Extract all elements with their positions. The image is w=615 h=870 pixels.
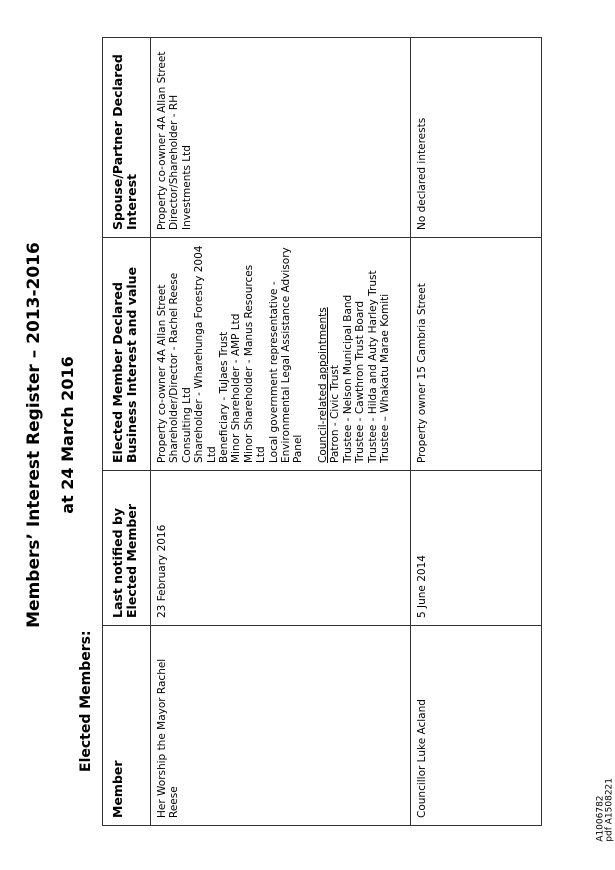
spouse-interest-cell [151,38,411,238]
council-appointment-item: Trustee - Nelson Municipal Band [341,294,354,463]
spouse-interest-item: Property co-owner 4A Allan Street [156,51,168,230]
column-header-last-notified: Last notified by Elected Member [103,471,151,626]
header-row [103,38,151,826]
column-header-member: Member [103,626,151,826]
council-appointment-item: Trustee – Whakatu Marae Komiti [378,293,391,463]
business-interest-cell [151,238,411,471]
column-header-business-interest: Elected Member Declared Business Interest and value [103,238,151,471]
council-appointment-item: Patron - Civic Trust [329,365,342,463]
last-notified-date: 23 February 2016 [151,471,411,626]
section-heading: Elected Members: [78,630,94,772]
member-name: Her Worship the Mayor Rachel Reese [151,626,411,826]
page-subtitle: at 24 March 2016 [58,356,77,514]
interest-item: Shareholder/Director - Rachel Reese Consulting Ltd [168,272,193,463]
pdf-id: pdf A1508221 [605,778,615,842]
council-appointment-item: Trustee - Cawthron Trust Board [354,300,367,463]
column-header-spouse-interest: Spouse/Partner Declared Interest [103,38,151,238]
table-row [411,38,542,826]
interest-item: Shareholder - Wharehunga Forestry 2004 Ltd [193,245,218,463]
council-appointment-item: Trustee - Hilda and Auty Harley Trust [366,270,379,463]
council-appointments-heading: Council-related appointments [316,307,329,463]
document-reference [597,778,615,842]
last-notified-date: 5 June 2014 [411,471,542,626]
interest-item: Property owner 15 Cambria Street [416,283,428,463]
business-interest-cell [411,238,542,471]
spouse-interest-cell [411,38,542,238]
page-title: Members’ Interest Register – 2013-2016 [24,242,44,628]
interest-item: Property co-owner 4A Allan Street [156,284,168,463]
interest-item: Minor Shareholder - AMP Ltd [230,313,243,463]
table-row [151,38,411,826]
member-name: Councillor Luke Acland [411,626,542,826]
interest-register-table [102,37,542,826]
spouse-interest-item: Director/Shareholder - RH Investments Ltd [168,94,193,230]
interest-item: Minor Shareholder - Manus Resources Ltd [242,264,268,463]
spacer [305,245,317,463]
spouse-interest-item: No declared interests [416,117,428,230]
document-id: A1006782 [596,795,606,842]
interest-item: Local government representative - Environmental Legal Assistance Advisory Panel [267,247,305,463]
interest-item: Beneficiary - TuJaes Trust [218,331,231,463]
